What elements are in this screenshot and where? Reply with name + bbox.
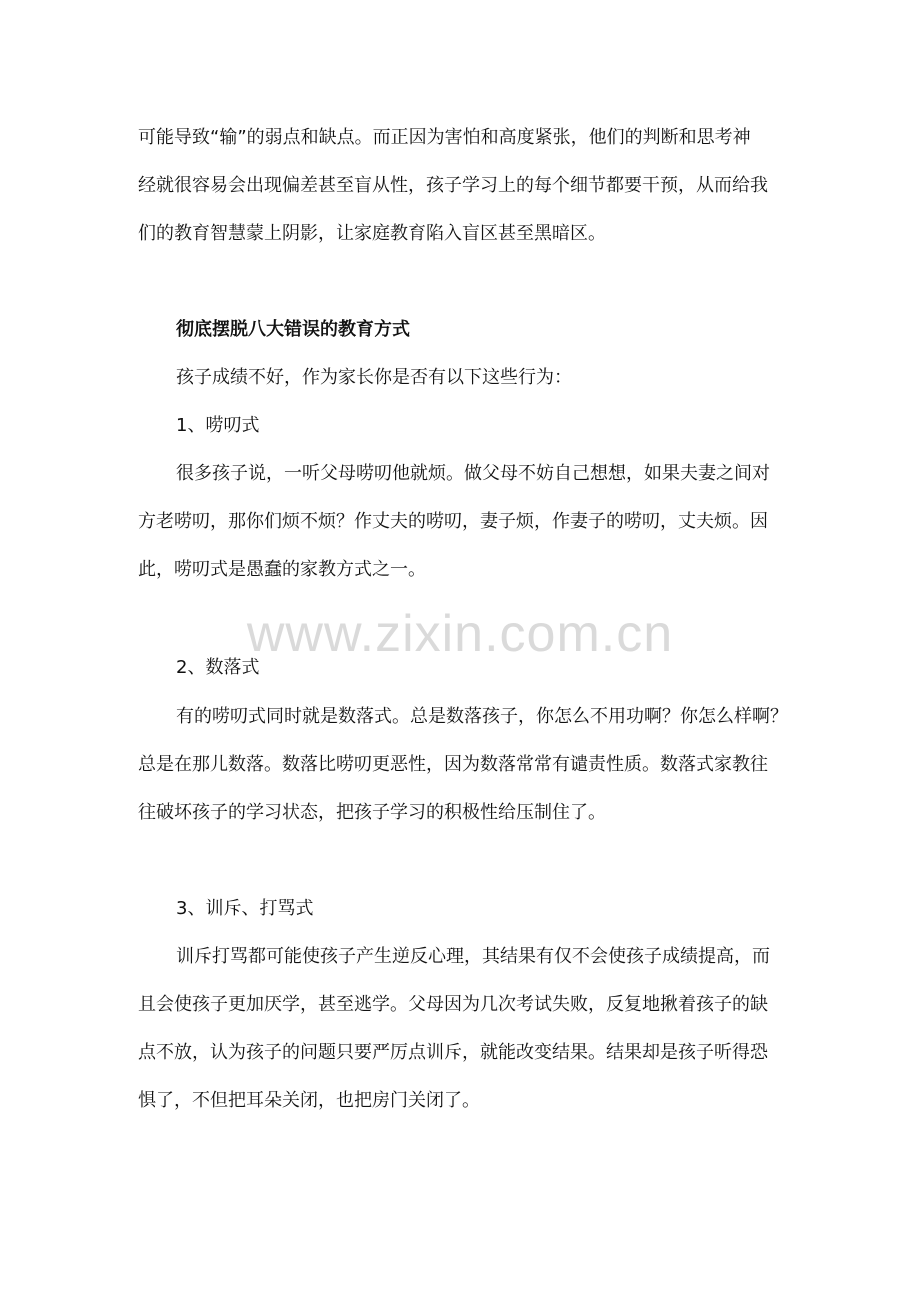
intro-line: 孩子成绩不好，作为家长你是否有以下这些行为： <box>176 367 572 388</box>
section-heading: 彻底摆脱八大错误的教育方式 <box>176 319 410 340</box>
paragraph-line: 训斥打骂都可能使孩子产生逆反心理，其结果有仅不会使孩子成绩提高，而 <box>176 946 770 967</box>
watermark: www.zixin.com.cn <box>246 605 674 663</box>
paragraph-line: 往破坏孩子的学习状态，把孩子学习的积极性给压制住了。 <box>138 802 606 823</box>
paragraph-line: 经就很容易会出现偏差甚至盲从性，孩子学习上的每个细节都要干预，从而给我 <box>138 175 768 196</box>
paragraph-line: 惧了，不但把耳朵关闭，也把房门关闭了。 <box>138 1090 480 1111</box>
paragraph-line: 可能导致“输”的弱点和缺点。而正因为害怕和高度紧张，他们的判断和思考神 <box>138 127 751 148</box>
item-title-3: 3、训斥、打骂式 <box>176 898 314 919</box>
paragraph-line: 此，唠叨式是愚蠢的家教方式之一。 <box>138 559 426 580</box>
item-title-2: 2、数落式 <box>176 657 260 678</box>
paragraph-line: 有的唠叨式同时就是数落式。总是数落孩子，你怎么不用功啊？你怎么样啊？ <box>176 706 788 727</box>
paragraph-line: 们的教育智慧蒙上阴影，让家庭教育陷入盲区甚至黑暗区。 <box>138 223 606 244</box>
paragraph-line: 且会使孩子更加厌学，甚至逃学。父母因为几次考试失败，反复地揪着孩子的缺 <box>138 994 768 1015</box>
paragraph-line: 很多孩子说，一听父母唠叨他就烦。做父母不妨自己想想，如果夫妻之间对 <box>176 463 770 484</box>
paragraph-line: 总是在那儿数落。数落比唠叨更恶性，因为数落常常有谴责性质。数落式家教往 <box>138 754 768 775</box>
paragraph-line: 方老唠叨，那你们烦不烦？作丈夫的唠叨，妻子烦，作妻子的唠叨，丈夫烦。因 <box>138 511 768 532</box>
item-title-1: 1、唠叨式 <box>176 415 260 436</box>
paragraph-line: 点不放，认为孩子的问题只要严厉点训斥，就能改变结果。结果却是孩子听得恐 <box>138 1042 768 1063</box>
